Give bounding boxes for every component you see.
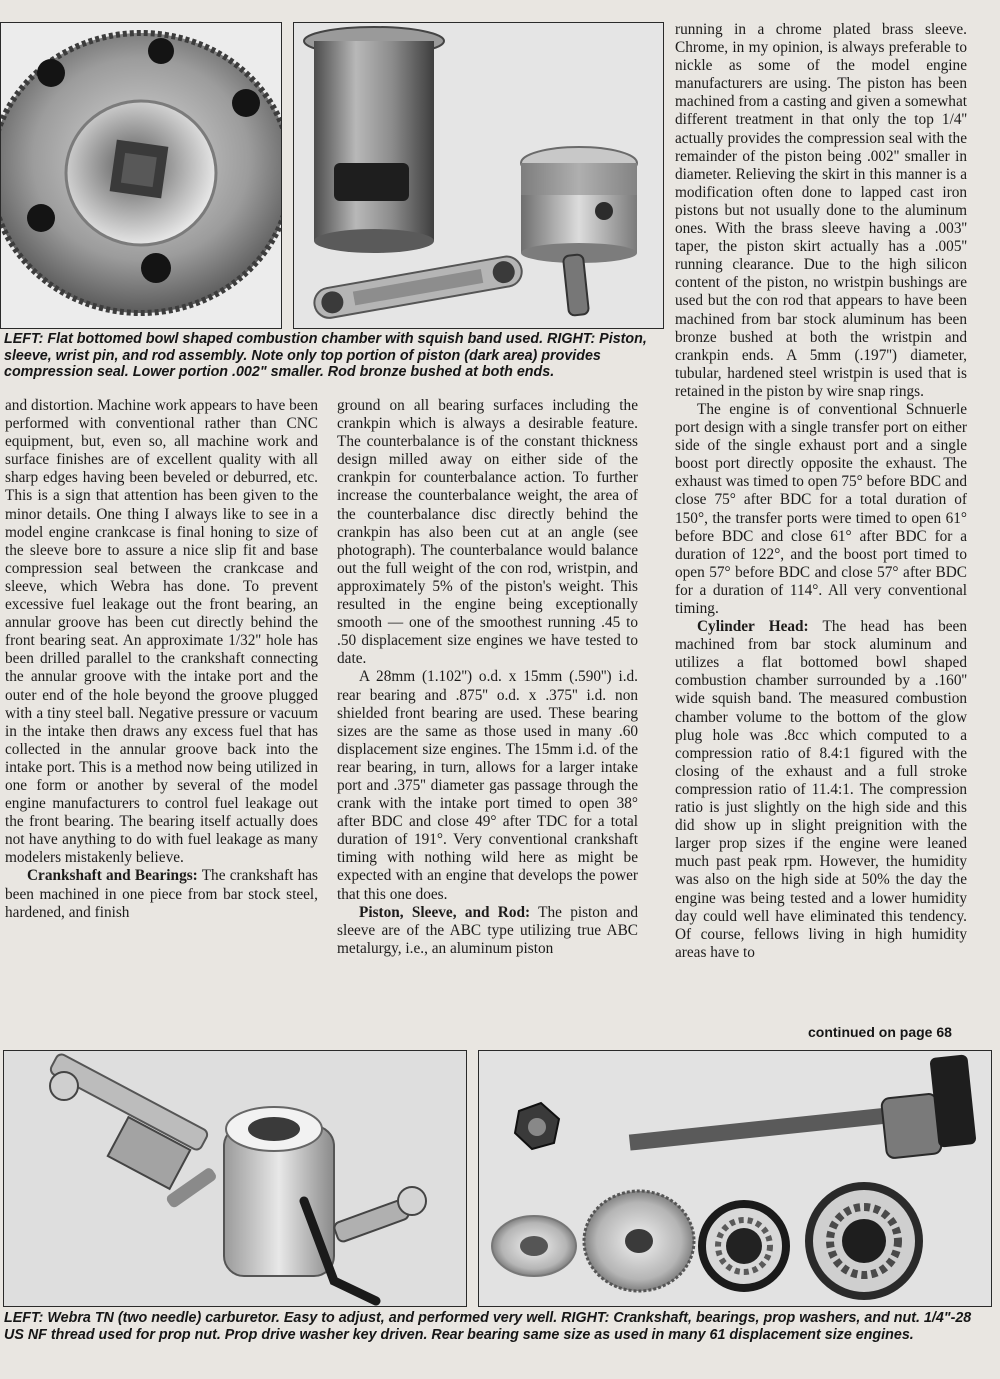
col1-section-paragraph (5, 867, 318, 921)
carburetor-image (4, 1051, 466, 1306)
col2-paragraph-1: ground on all bearing surfaces including the crankpin which is always a desirable feature. The counterbalance is of the constant thickness design milled away on either side of the crankpin for counterbalance action. To further increase the counterbalance weight, the area of the counterbalance disc directly behind the crankpin has also been cut at an angle (see photograph). The counterbalance would balance out the full weight of the con rod, wristpin, and approximately 5% of the piston's weight. This resulted in the engine being exceptionally smooth — one of the smoothest running .45 to .50 displacement size engines we have tested to date. (337, 397, 638, 668)
col3-paragraph-2: The engine is of conventional Schnuerle port design with a single transfer port on either side of the single exhaust port and a single boost port directly opposite the exhaust. The exhaust was timed to open 75° before BDC and close 75° after BDC for a total duration of 150°, the transfer ports were timed to open 61° before BDC and close 61° after BDC for a duration of 122°, and the boost port timed to open 57° before BDC and close 57° after BDC for a duration of 114°. All very conventional timing. (675, 400, 967, 617)
col3-section-paragraph (675, 618, 967, 962)
cylinder-head-text: The head has been machined from bar stock aluminum and utilizes a flat bottomed bowl shaped combustion chamber surrounded by a .160'' wide squish band. The measured combustion chamber volume to the bottom of the glow plug hole was .8cc which computed to a compression ratio of 8.4:1 figured with the closing of the exhaust and a full stroke compression ratio of 11.4:1. The compression ratio is just slightly on the high side and this did show up in slight preignition with the larger prop sizes if the engine were leaned much past peak rpm. However, the humidity was also on the high side at 50% the day the engine was being tested and a lower humidity day could well have eliminated this tendency. Of course, fellows living in high humidity areas have to (675, 618, 967, 961)
piston-sleeve-image (294, 23, 663, 328)
text-column-1 (5, 397, 318, 922)
col2-section-paragraph (337, 904, 638, 958)
crankshaft-text: The crankshaft has been machined in one piece from bar stock steel, hardened, and finish (5, 867, 318, 921)
carburetor-photo (3, 1050, 467, 1307)
piston-heading: Piston, Sleeve, and Rod: (359, 903, 531, 921)
cylinder-head-photo (0, 22, 282, 329)
bottom-photo-caption: LEFT: Webra TN (two needle) carburetor. Easy to adjust, and performed very well. RIGHT: Crankshaft, bearings, prop washers, and nut. 1/4"-28 US NF thread used for prop nut. Prop drive washer key driven. Rear bearing same size as used in many 61 displacement size engines. (4, 1310, 972, 1343)
continued-notice: continued on page 68 (808, 1024, 952, 1040)
text-column-2 (337, 397, 638, 958)
col3-paragraph-1: running in a chrome plated brass sleeve. Chrome, in my opinion, is always preferable to nickle as some of the model engine manufacturers are using. The piston has been machined from a casting and given a somewhat different treatment in that only the top 1/4'' actually provides the compression seal with the remainder of the piston being .002'' smaller in diameter. Relieving the skirt in this manner is a modification often done to lapped cast iron pistons but not usually done to the aluminum ones. With the brass sleeve having a .003'' taper, the piston skirt actually has a .005'' running clearance. Due to the high silicon content of the piston, no wristpin bushings are used but the con rod that appears to have been machined from bar stock aluminum has been bronze bushed at both the wristpin and crankpin ends. A 5mm (.197'') diameter, tubular, hardened steel wristpin is used that is retained in the piston by wire snap rings. (675, 21, 967, 400)
col1-paragraph: and distortion. Machine work appears to have been performed with conventional rather than CNC equipment, but, even so, all machine work and surface finishes are of excellent quality with all sharp edges having been beveled or deburred, etc. This is a sign that attention has been given to the minor details. One thing I always like to see in a model engine crankcase is final honing to size of the sleeve bore to assure a nice slip fit and base compression seal between the crankcase and sleeve, which Webra has done. To prevent excessive fuel leakage out the front bearing, an annular groove has been cut directly behind the front bearing seat. An approximate 1/32'' hole has been drilled parallel to the crankshaft connecting the annular groove with the intake port and the outer end of the hole beyond the groove plugged with a tiny steel ball. Negative pressure or vacuum in the intake then draws any excess fuel that has collected in the annular groove back into the intake port. This is a method now being utilized in one form or another by several of the model engine manufacturers to control fuel leakage out the front bearing. The bearing itself actually does not have anything to do with fuel leakage as many modelers mistakenly believe. (5, 397, 318, 867)
col2-paragraph-2: A 28mm (1.102'') o.d. x 15mm (.590'') i.d. rear bearing and .875'' o.d. x .375'' i.d. non shielded front bearing are used. These bearing sizes are the same as those used in many .60 displacement size engines. The 15mm i.d. of the rear bearing, in turn, allows for a larger intake port and .375'' diameter gas passage through the crank with the intake port timed to open 38° after BDC and close 49° after TDC for a total duration of 191°. Very conventional crankshaft timing with nothing wild here as might be expected with an engine that develops the power that this one does. (337, 668, 638, 903)
top-photo-caption: LEFT: Flat bottomed bowl shaped combustion chamber with squish band used. RIGHT: Piston, sleeve, wrist pin, and rod assembly. Note only top portion of piston (dark area) provides compression seal. Lower portion .002" smaller. Rod bronze bushed at both ends. (4, 331, 647, 380)
crankshaft-heading: Crankshaft and Bearings: (27, 867, 198, 885)
text-column-3 (675, 21, 967, 962)
cylinder-head-heading: Cylinder Head: (697, 618, 809, 636)
piston-text: The piston and sleeve are of the ABC type utilizing true ABC metalurgy, i.e., an aluminum piston (337, 903, 638, 957)
cylinder-head-image (1, 23, 281, 328)
piston-sleeve-photo (293, 22, 664, 329)
crankshaft-parts-photo (478, 1050, 992, 1307)
crankshaft-parts-image (479, 1051, 991, 1306)
